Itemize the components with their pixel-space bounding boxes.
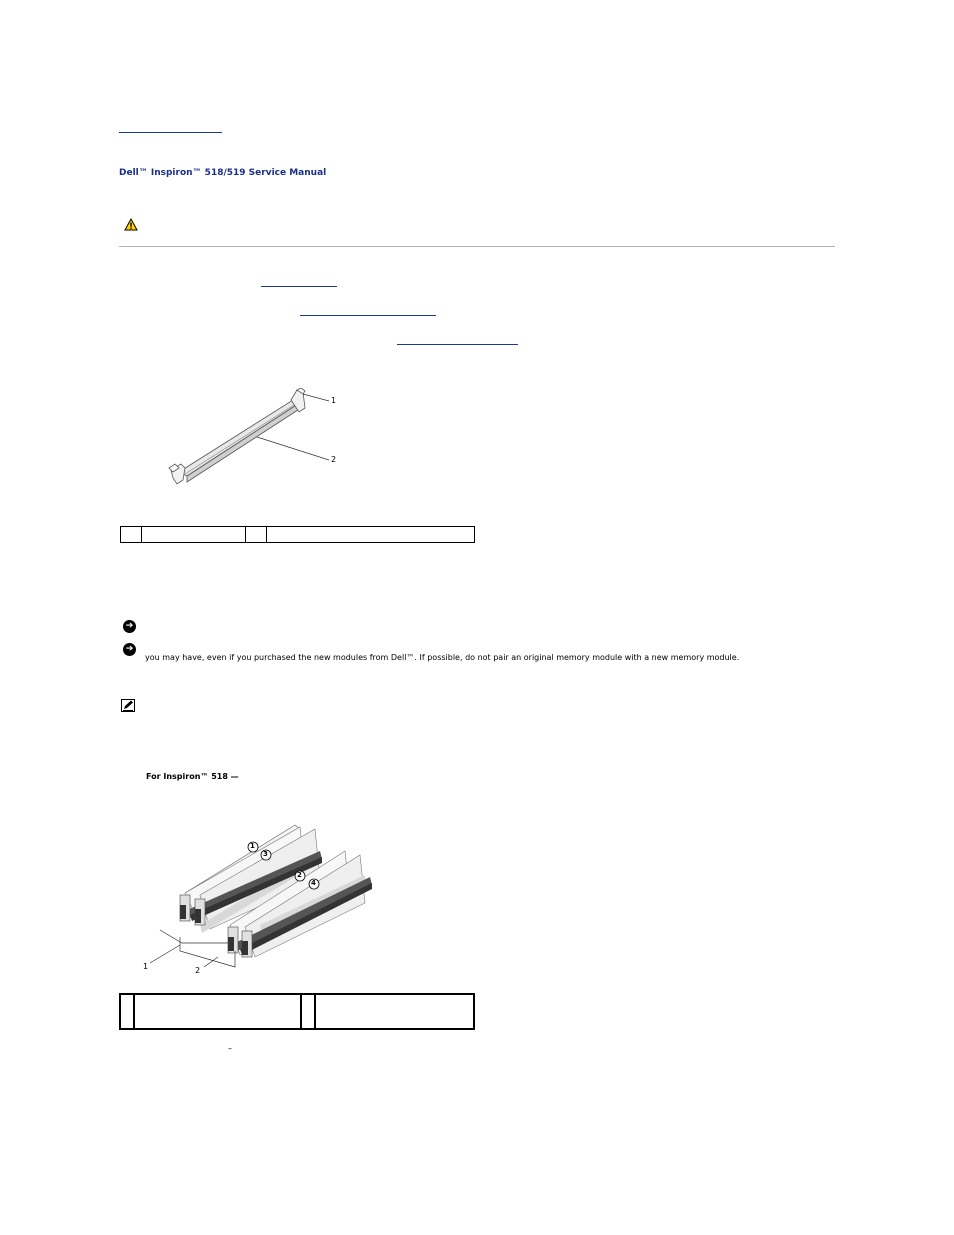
module-number: 3 <box>263 850 268 858</box>
footer-dash: – <box>228 1044 232 1053</box>
notice-text: you may have, even if you purchased the new modules from Dell™. If possible, do not pair an original memory module with a new memory module. <box>145 653 740 662</box>
callout-cell <box>120 994 134 1029</box>
callout-cell <box>246 527 267 543</box>
link-1[interactable] <box>261 277 337 287</box>
memory-modules-figure <box>140 815 380 980</box>
module-number: 1 <box>250 842 255 850</box>
memory-connector-figure <box>165 388 345 488</box>
manual-title: Dell™ Inspiron™ 518/519 Service Manual <box>119 168 327 178</box>
figure1-callout-2: 2 <box>331 455 337 464</box>
notice-icon: ➔ <box>123 620 136 633</box>
module-number: 2 <box>297 871 302 879</box>
notice-icon: ➔ <box>123 643 136 656</box>
caution-icon <box>124 218 138 231</box>
figure2-callout-1: 1 <box>143 962 149 971</box>
link-2[interactable] <box>300 306 436 316</box>
callout-cell <box>267 527 475 543</box>
top-of-page-link[interactable] <box>119 123 222 133</box>
figure2-callout-table <box>119 993 475 1030</box>
module-number: 4 <box>311 879 316 887</box>
link-3[interactable] <box>397 335 518 345</box>
callout-cell <box>301 994 315 1029</box>
figure2-callout-2: 2 <box>195 966 201 975</box>
callout-cell <box>134 994 301 1029</box>
callout-cell <box>142 527 246 543</box>
callout-cell <box>315 994 474 1029</box>
figure1-callout-1: 1 <box>331 396 337 405</box>
figure2-caption: For Inspiron™ 518 — <box>146 772 239 781</box>
section-divider <box>119 246 835 247</box>
callout-cell <box>121 527 142 543</box>
note-icon <box>121 699 135 712</box>
figure1-callout-table <box>120 526 475 543</box>
